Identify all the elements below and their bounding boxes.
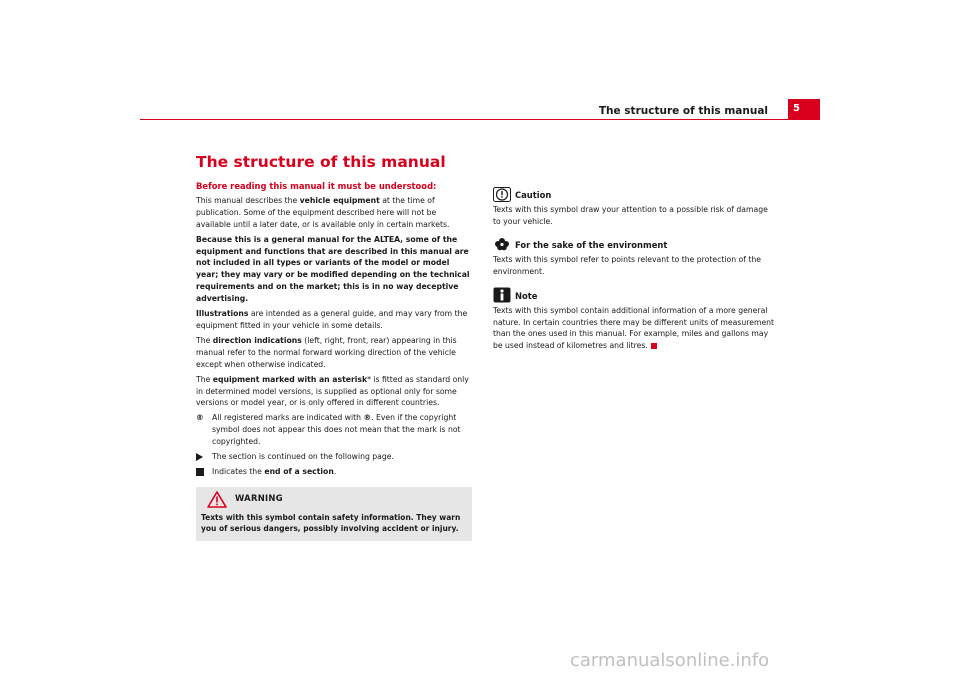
registered-icon: ® [196,413,204,423]
warning-header [201,491,467,508]
paragraph-asterisk: The equipment marked with an asterisk* is fitted as standard only in determined model versions, is supplied as optional only for some versions or model year, or is only offered in different countries. [196,374,469,408]
note-info-icon [493,287,511,303]
caution-section [493,187,775,228]
note-label: Note [515,290,538,301]
right-column [493,187,775,361]
end-section-mark-icon [651,343,657,349]
caution-text: Texts with this symbol draw your attention to a possible risk of damage to your vehicle. [493,205,768,226]
paragraph-vehicle-equipment: This manual describes the vehicle equipment at the time of publication. Some of the equipment described here will not be available until a later date, or is available only in certain markets. [196,195,450,229]
warning-triangle-icon [207,491,227,508]
paragraph-general-manual: Because this is a general manual for the ALTEA, some of the equipment and functions that are described in this manual are not included in all types or variants of the model or model year; they may vary or be modified depending on the technical requirements and on the market; this is in no way deceptive advertising. [196,234,470,304]
environment-flower-icon [493,237,511,252]
environment-text: Texts with this symbol refer to points relevant to the protection of the environment. [493,254,761,276]
environment-section [493,237,775,278]
note-text: Texts with this symbol contain additional information of a more general nature. In certain countries there may be different units of measurement than the ones used in this manual. For example, miles and gallons may be used instead of kilometres and litres. [493,305,775,351]
intro-subhead: Before reading this manual it must be understood: [196,181,437,191]
warning-label: WARNING [235,493,283,504]
end-section-icon [196,468,204,476]
warning-box [196,487,472,541]
continue-arrow-icon [196,453,203,461]
left-column [196,181,472,541]
caution-icon [493,187,511,202]
paragraph-direction: The direction indications (left, right, front, rear) appearing in this manual refer to the normal forward working direction of the vehicle except when otherwise indicated. [196,335,457,369]
page-header-title: The structure of this manual [598,105,768,117]
bullet-registered: ® All registered marks are indicated with ®. Even if the copyright symbol does not appear this does not mean that the mark is not copyrighted. [196,413,461,447]
bullet-continued: The section is continued on the following page. [196,451,472,463]
note-section [493,287,775,353]
paragraph-illustrations: Illustrations are intended as a general guide, and may vary from the equipment fitted in your vehicle in some details. [196,309,468,330]
bullet-end-section: Indicates the end of a section. [196,466,472,478]
warning-text: Texts with this symbol contain safety information. They warn you of serious dangers, possibly involving accident or injury. [201,512,461,534]
main-title: The structure of this manual [196,153,446,171]
caution-label: Caution [515,190,552,201]
page-number-badge: 5 [788,99,820,119]
environment-label: For the sake of the environment [515,239,668,250]
watermark: carmanualsonline.info [570,650,770,671]
header-rule [140,119,820,120]
